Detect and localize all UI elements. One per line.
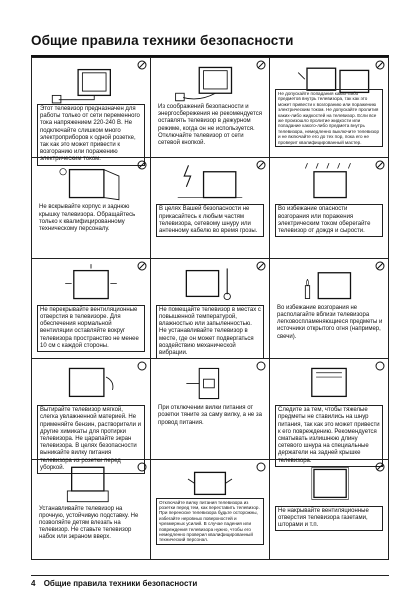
cell-text: Вытирайте телевизор мягкой, слегка увлажненной материей. Не применяйте бензин, растворители и другие химикаты для протирки телевизора. Не царапайте экран телевизора. В целях безопасности выникайте вилку питания телевизора из розетки перед уборкой. (37, 405, 145, 474)
prohibition-icon (375, 462, 385, 472)
safety-cell-4 (32, 158, 151, 258)
cell-text: В целях Вашей безопасности не прикасайтесь к любым частям телевизора, сетевому шнуру или антенному кабелю во время грозы. (156, 204, 264, 237)
safety-cell-13 (32, 460, 151, 560)
safety-cell-14 (151, 460, 270, 560)
prohibition-icon (256, 160, 266, 170)
cell-text: Не допускайте попадания каких-либо предметов внутрь телевизора, так как это может привести к возгоранию или поражению электрическим током. Не допускайте пролития каких-либо жидкостей на телевизор. Если все же произошло пролитие жидкости или попадание какого-либо предмета внутрь телевизора, немедленно выключите телевизор и не включайте его до тех пор, пока его не проверит квалифицированный мастер. (275, 89, 383, 147)
tv-wall-socket-illustration (36, 61, 146, 104)
cell-text: Во избежание опасности возгорания или поражения электрическим током оберегайте телевизор от дождя и сырости. (275, 204, 383, 237)
safety-cell-12 (270, 359, 389, 464)
cell-text: Не перекрывайте вентиляционные отверстия в телевизоре. Для обеспечения нормальной вентиляции оставляйте вокруг телевизора пространство не менее 10 см с каждой стороны. (37, 305, 145, 352)
safety-cell-1 (32, 58, 151, 163)
prohibition-icon (137, 60, 147, 70)
check-icon (256, 361, 266, 371)
footer-rule (31, 575, 389, 576)
tv-thunderstorm-illustration (155, 161, 265, 204)
page-title: Общие правила техники безопасности (31, 33, 294, 48)
tv-standby-illustration (155, 61, 265, 104)
cell-text: Во избежание возгорания не располагайте вблизи телевизора легковоспламеняющиеся предметы и источники открытого огня (например, свечи). (277, 304, 383, 340)
safety-cell-7 (32, 259, 151, 359)
cell-text: Не помещайте телевизор в местах с повышенной температурой, влажностью или запыленностью. Не устанавливайте телевизор в месте, где он может подвергаться воздействию механической вибрации. (156, 305, 264, 359)
check-icon (137, 462, 147, 472)
cell-text: Следите за тем, чтобы тяжелые предметы не ставились на шнур питания, так как это может привести к его повреждению. Рекомендуется сматывать излишнюю длину сетевого шнура на специальные держатели на задней крышке телевизора. (275, 405, 383, 467)
safety-grid (31, 57, 389, 560)
safety-cell-3 (270, 58, 389, 158)
cell-text: Этот телевизор предназначен для работы только от сети переменного тока напряжением 220-240 В. Не подключайте слишком много электроприборов к одной розетке, так как это может привести к возгоранию или поражению электрическим током. (37, 104, 145, 166)
prohibition-icon (375, 261, 385, 271)
safety-cell-9 (270, 259, 389, 359)
prohibition-icon (256, 261, 266, 271)
power-cord-illustration (274, 362, 384, 405)
prohibition-icon (375, 60, 385, 70)
page-footer (31, 579, 197, 588)
cell-text: Из соображений безопасности и энергосбережения не рекомендуется оставлять телевизор в дежурном режиме, когда он не используется. Отключайте телевизор от сети сетевой кнопкой. (158, 104, 262, 146)
tv-cleaning-illustration (36, 362, 146, 405)
prohibition-icon (137, 261, 147, 271)
tv-stand-illustration (36, 463, 146, 506)
safety-cell-8 (151, 259, 270, 359)
check-icon (137, 361, 147, 371)
prohibition-icon (256, 60, 266, 70)
plug-removal-illustration (155, 362, 265, 405)
footer-title: Общие правила техники безопасности (43, 579, 198, 588)
tv-covered-vents-illustration (274, 463, 384, 506)
prohibition-icon (137, 160, 147, 170)
tv-candle-illustration (274, 262, 384, 305)
cell-text: При отключении вилки питания от розетки тяните за саму вилку, а не за провод питания. (158, 405, 262, 426)
safety-cell-6 (270, 158, 389, 258)
tv-heat-humidity-illustration (155, 262, 265, 305)
cell-text: Отключайте вилку питания телевизора из розетки перед тем, как переставить телевизор. При переноске телевизора будьте осторожны, избегайте неровных поверхностей и чрезмерных усилий. В случае падения или повреждения телевизора нужно, чтобы его немедленно проверил квалифицированный технический персонал. (156, 498, 264, 545)
cell-text: Не вскрывайте корпус и заднюю крышку телевизора. Обращайтесь только к квалифицированному техническому персоналу. (39, 204, 136, 232)
safety-cell-5 (151, 158, 270, 258)
check-icon (256, 462, 266, 472)
safety-cell-2 (151, 58, 270, 158)
page-number: 4 (31, 579, 36, 588)
safety-cell-10 (32, 359, 151, 471)
tv-rain-illustration (274, 161, 384, 204)
safety-cell-11 (151, 359, 270, 459)
check-icon (375, 361, 385, 371)
prohibition-icon (375, 160, 385, 170)
tv-open-cover-illustration (36, 161, 146, 204)
cell-text: Устанавливайте телевизор на прочную, устойчивую подставку. Не позволяйте детям влезать на телевизор. Не ставьте телевизор набок или экраном вверх. (39, 505, 139, 541)
safety-cell-15 (270, 460, 389, 560)
cell-text: Не накрывайте вентиляционные отверстия телевизора газетами, шторами и т.п. (275, 506, 383, 532)
tv-ventilation-illustration (36, 262, 146, 305)
